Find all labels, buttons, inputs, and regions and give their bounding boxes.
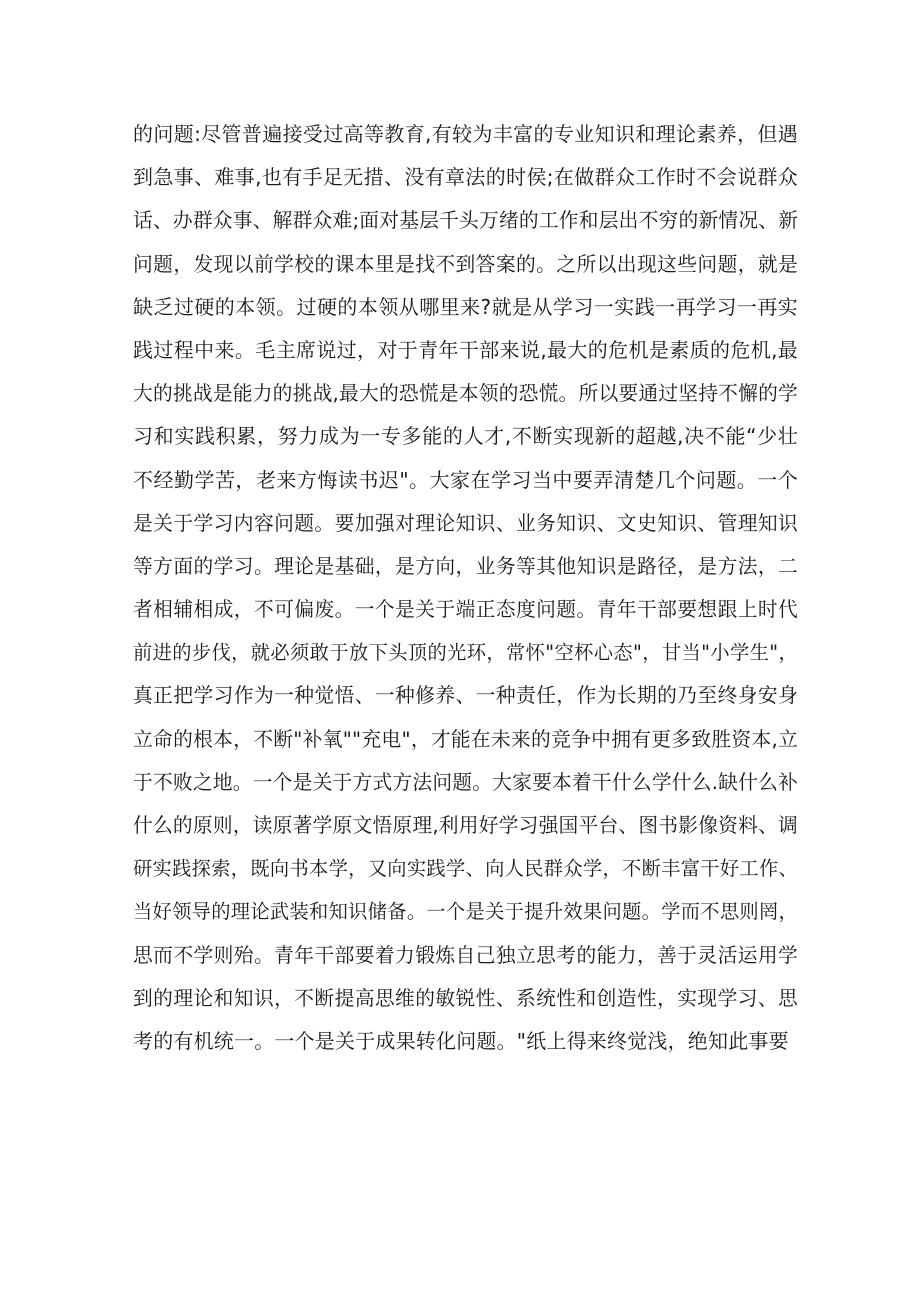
text-line-6: 践过程中来。毛主席说过，对于青年干部来说,最大的危机是素质的危机,最 [133, 337, 798, 362]
text-line-5: 缺乏过硬的本领。过硬的本领从哪里来?就是从学习一实践一再学习一再实 [133, 294, 798, 319]
text-line-17: 什么的原则，读原著学原文悟原理,利用好学习强国平台、图书影像资料、调 [133, 814, 798, 837]
body-text [133, 113, 798, 1063]
text-line-3: 话、办群众事、解群众难;面对基层千头万绪的工作和层出不穷的新情况、新 [133, 209, 799, 233]
text-line-2: 到急事、难事,也有手足无措、没有章法的时侯;在做群众工作时不会说群众 [133, 165, 798, 190]
text-line-1: 的问题:尽管普遍接受过高等教育,有较为丰富的专业知识和理论素养，但遇 [133, 122, 798, 146]
text-line-15: 立命的根本，不断"补氧""充电"，才能在未来的竞争中拥有更多致胜资本,立 [133, 727, 798, 751]
text-line-19: 当好领导的理论武装和知识储备。一个是关于提升效果问题。学而不思则罔， [133, 900, 798, 924]
text-line-11: 等方面的学习。理论是基础，是方向，业务等其他知识是路径，是方法，二 [133, 554, 798, 578]
text-line-20: 思而不学则殆。青年干部要着力锻炼自己独立思考的能力，善于灵活运用学 [133, 943, 798, 967]
text-line-21: 到的理论和知识，不断提高思维的敏锐性、系统性和创造性，实现学习、思 [133, 986, 798, 1010]
text-line-4: 问题，发现以前学校的课本里是找不到答案的。之所以出现这些问题，就是 [133, 252, 798, 276]
text-line-22: 考的有机统一。一个是关于成果转化问题。"纸上得来终觉浅，绝知此事要 [133, 1028, 789, 1053]
text-line-10: 是关于学习内容问题。要加强对理论知识、业务知识、文史知识、管理知识 [133, 511, 798, 535]
text-line-16: 于不败之地。一个是关于方式方法问题。大家要本着干什么学什么.缺什么补 [133, 770, 798, 794]
text-line-9: 不经勤学苦，老来方悔读书迟"。大家在学习当中要弄清楚几个问题。一个 [133, 467, 798, 492]
text-line-7: 大的挑战是能力的挑战,最大的恐慌是本领的恐慌。所以要通过坚持不懈的学 [133, 382, 798, 406]
text-line-12: 者相辅相成，不可偏废。一个是关于端正态度问题。青年干部要想跟上时代 [133, 598, 798, 622]
text-line-14: 真正把学习作为一种觉悟、一种修养、一种责任，作为长期的乃至终身安身 [133, 684, 798, 708]
text-line-13: 前进的步伐，就必须敢于放下头顶的光环，常怀"空杯心态"，甘当"小学生"， [133, 641, 798, 665]
text-line-8: 习和实践积累，努力成为一专多能的人才,不断实现新的超越,决不能“少壮 [133, 424, 798, 449]
text-line-18: 研实践探索，既向书本学，又向实践学、向人民群众学，不断丰富干好工作、 [133, 857, 798, 881]
